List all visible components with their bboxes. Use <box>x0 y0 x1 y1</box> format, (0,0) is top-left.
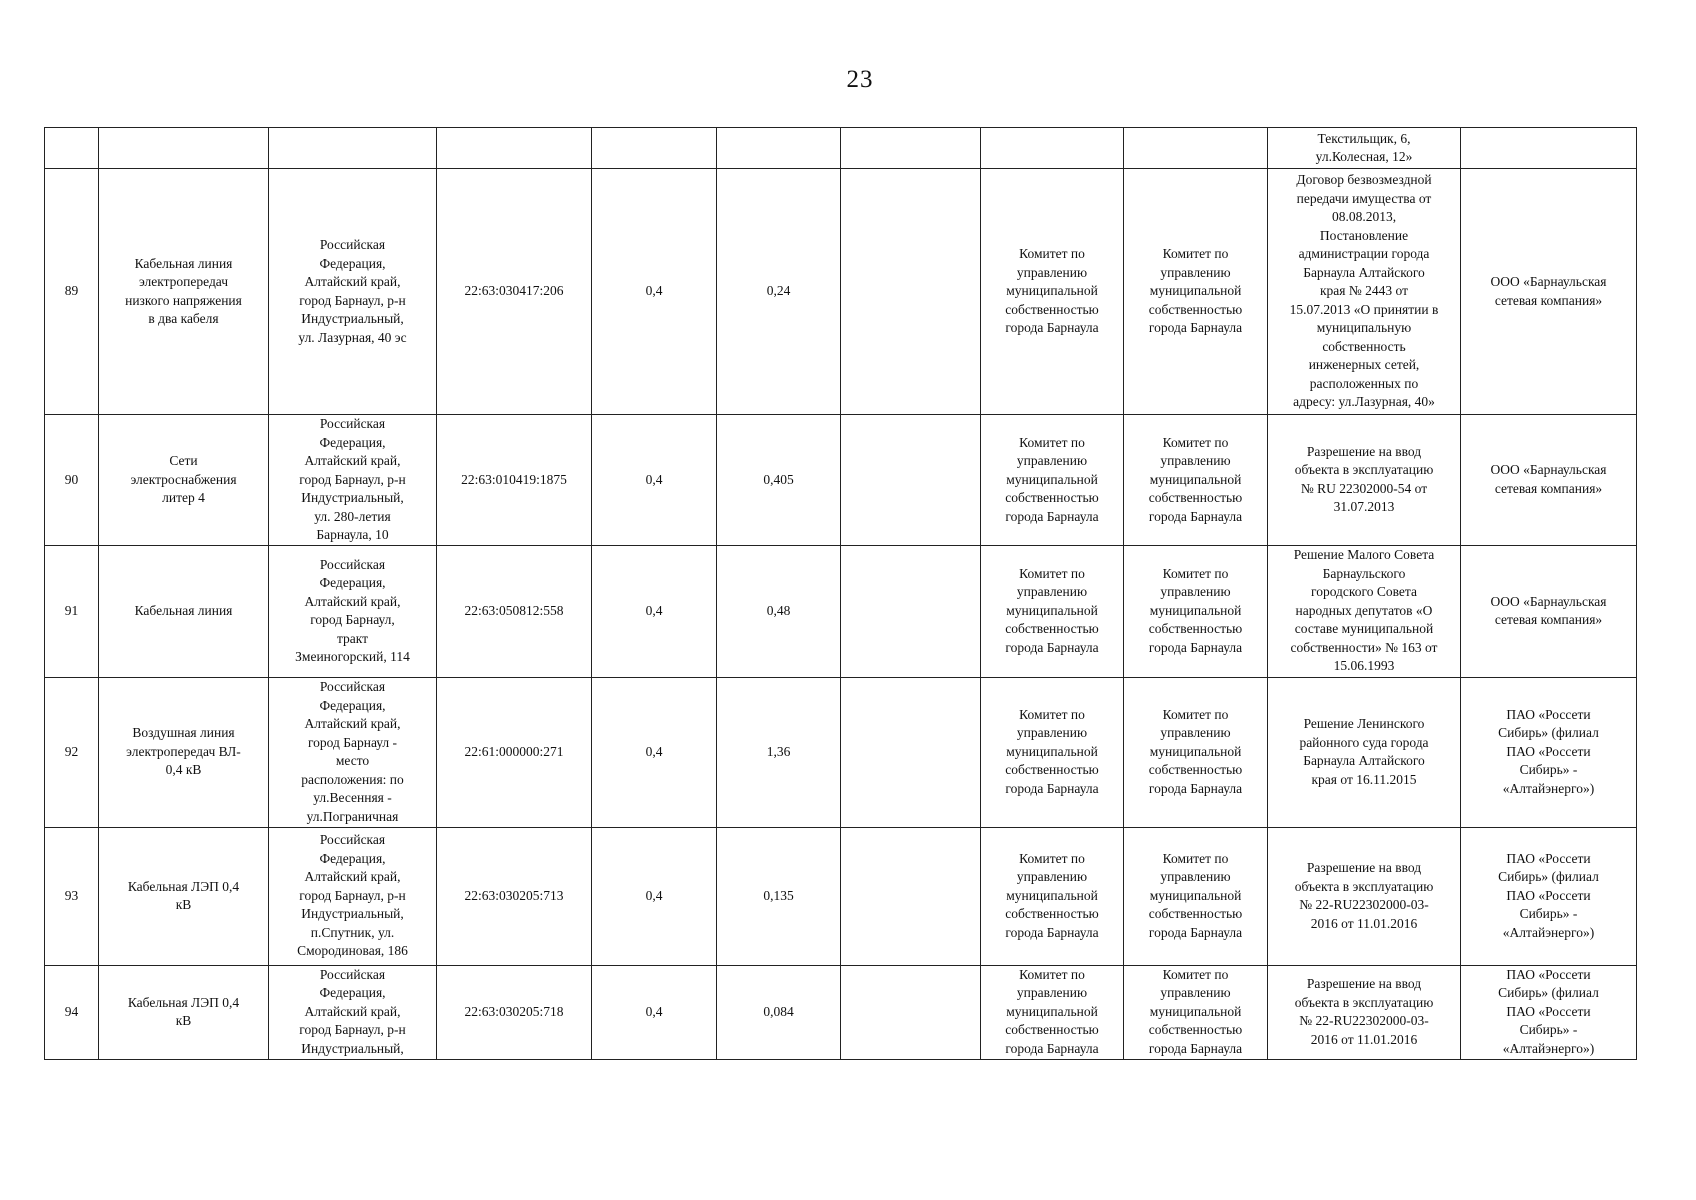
cell-num-text: 90 <box>64 471 79 487</box>
cell-owner <box>981 545 1124 677</box>
cell-cadastral <box>437 128 592 169</box>
cell-extra <box>841 169 981 415</box>
cell-owner <box>981 415 1124 546</box>
cell-length <box>717 545 841 677</box>
cell-length-text: 0,48 <box>766 602 791 618</box>
cell-voltage <box>592 965 717 1059</box>
cell-name-text: Воздушная линия электропередач ВЛ- 0,4 кВ <box>126 725 241 778</box>
cell-cadastral <box>437 169 592 415</box>
cell-length-text: 0,24 <box>766 283 791 299</box>
cell-num <box>45 677 99 827</box>
cell-name <box>99 827 269 965</box>
cell-holder-text: Комитет по управлению муниципальной собственностью города Барнаула <box>1148 966 1243 1056</box>
cell-holder <box>1124 677 1268 827</box>
cell-voltage <box>592 545 717 677</box>
cell-doc-text: Решение Ленинского районного суда города Барнаула Алтайского края от 16.11.2015 <box>1299 716 1429 787</box>
cell-operator <box>1461 169 1637 415</box>
cell-name <box>99 415 269 546</box>
cell-holder-text: Комитет по управлению муниципальной собственностью города Барнаула <box>1148 434 1243 524</box>
cell-address <box>269 965 437 1059</box>
cell-length <box>717 169 841 415</box>
cell-operator-text: ПАО «Россети Сибирь» (филиал ПАО «Россети Сибирь» - «Алтайэнерго») <box>1498 966 1599 1056</box>
cell-voltage-text: 0,4 <box>645 602 663 618</box>
cell-owner <box>981 128 1124 169</box>
cell-doc-text: Решение Малого Совета Барнаульского городского Совета народных депутатов «О составе муниципальной собственности» № 163 от 15.06.1993 <box>1290 547 1438 674</box>
cell-name <box>99 965 269 1059</box>
cell-extra <box>841 827 981 965</box>
table-row <box>45 677 1637 827</box>
cell-extra <box>841 677 981 827</box>
cell-doc-text: Разрешение на ввод объекта в эксплуатацию № RU 22302000-54 от 31.07.2013 <box>1294 443 1434 515</box>
cell-cadastral-text: 22:63:030205:713 <box>464 887 564 903</box>
cell-address <box>269 415 437 546</box>
cell-owner-text: Комитет по управлению муниципальной собственностью города Барнаула <box>1005 246 1099 336</box>
cell-length <box>717 827 841 965</box>
cell-length <box>717 965 841 1059</box>
cell-owner-text: Комитет по управлению муниципальной собственностью города Барнаула <box>1005 706 1099 796</box>
cell-holder <box>1124 169 1268 415</box>
cell-address-text: Российская Федерация, Алтайский край, город Барнаул, р-н Индустриальный, ул. Лазурная, 40 эс <box>298 237 407 345</box>
table-row <box>45 827 1637 965</box>
cell-voltage <box>592 128 717 169</box>
cell-name <box>99 545 269 677</box>
cell-name <box>99 677 269 827</box>
registry-table <box>44 127 1637 1060</box>
cell-voltage <box>592 415 717 546</box>
cell-operator <box>1461 415 1637 546</box>
cell-address <box>269 677 437 827</box>
cell-operator <box>1461 545 1637 677</box>
cell-doc <box>1268 169 1461 415</box>
cell-address-text: Российская Федерация, Алтайский край, город Барнаул - место расположения: по ул.Весенняя - ул.Пограничная <box>301 679 404 824</box>
table-row <box>45 965 1637 1059</box>
cell-owner <box>981 827 1124 965</box>
table-row <box>45 169 1637 415</box>
cell-name-text: Сети электроснабжения литер 4 <box>130 453 237 505</box>
cell-cadastral <box>437 827 592 965</box>
cell-num-text: 91 <box>64 602 79 618</box>
table-row <box>45 545 1637 677</box>
cell-address <box>269 128 437 169</box>
cell-address <box>269 545 437 677</box>
cell-address-text: Российская Федерация, Алтайский край, город Барнаул, р-н Индустриальный, п.Спутник, ул. Смородиновая, 186 <box>297 832 408 959</box>
cell-holder <box>1124 128 1268 169</box>
cell-operator <box>1461 677 1637 827</box>
cell-operator <box>1461 965 1637 1059</box>
cell-cadastral <box>437 545 592 677</box>
cell-owner-text: Комитет по управлению муниципальной собственностью города Барнаула <box>1005 850 1099 940</box>
cell-cadastral-text: 22:61:000000:271 <box>464 743 564 759</box>
cell-name <box>99 169 269 415</box>
cell-owner-text: Комитет по управлению муниципальной собственностью города Барнаула <box>1005 565 1099 655</box>
cell-owner-text: Комитет по управлению муниципальной собственностью города Барнаула <box>1005 966 1099 1056</box>
cell-name-text: Кабельная линия <box>134 602 233 618</box>
cell-doc <box>1268 128 1461 169</box>
cell-voltage-text: 0,4 <box>645 283 663 299</box>
cell-holder <box>1124 545 1268 677</box>
cell-extra <box>841 965 981 1059</box>
cell-operator-text: ООО «Барнаульская сетевая компания» <box>1490 462 1607 496</box>
cell-num <box>45 415 99 546</box>
cell-length <box>717 128 841 169</box>
cell-operator-text: ООО «Барнаульская сетевая компания» <box>1490 274 1607 308</box>
cell-holder-text: Комитет по управлению муниципальной собственностью города Барнаула <box>1148 565 1243 655</box>
cell-cadastral-text: 22:63:050812:558 <box>464 602 564 618</box>
cell-operator-text: ПАО «Россети Сибирь» (филиал ПАО «Россети Сибирь» - «Алтайэнерго») <box>1498 706 1599 796</box>
cell-address <box>269 169 437 415</box>
cell-num <box>45 965 99 1059</box>
cell-holder <box>1124 965 1268 1059</box>
cell-operator <box>1461 128 1637 169</box>
cell-doc-text: Договор безвозмездной передачи имущества от 08.08.2013, Постановление администрации города Барнаула Алтайского края № 2443 от 15.07.2013 «О принятии в муниципальную собственность инженерных сетей, расположенных по адресу: ул.Лазурная, 40» <box>1289 172 1439 410</box>
cell-length <box>717 677 841 827</box>
cell-extra <box>841 415 981 546</box>
cell-voltage-text: 0,4 <box>645 1003 663 1019</box>
cell-owner <box>981 965 1124 1059</box>
cell-doc <box>1268 545 1461 677</box>
cell-name-text: Кабельная линия электропередач низкого напряжения в два кабеля <box>125 255 242 326</box>
cell-num-text: 89 <box>64 283 79 299</box>
cell-name-text: Кабельная ЛЭП 0,4 кВ <box>127 994 240 1028</box>
cell-doc-text: Разрешение на ввод объекта в эксплуатацию № 22-RU22302000-03- 2016 от 11.01.2016 <box>1294 976 1434 1047</box>
cell-cadastral-text: 22:63:030205:718 <box>464 1003 564 1019</box>
cell-num <box>45 827 99 965</box>
cell-owner-text: Комитет по управлению муниципальной собственностью города Барнаула <box>1005 434 1099 524</box>
cell-num-text: 92 <box>64 743 79 759</box>
cell-holder <box>1124 415 1268 546</box>
cell-extra <box>841 545 981 677</box>
cell-doc <box>1268 965 1461 1059</box>
cell-voltage-text: 0,4 <box>645 887 663 903</box>
cell-cadastral-text: 22:63:030417:206 <box>464 283 564 299</box>
cell-doc-text: Текстильщик, 6, ул.Колесная, 12» <box>1315 130 1413 164</box>
cell-cadastral-text: 22:63:010419:1875 <box>461 471 567 487</box>
cell-holder-text: Комитет по управлению муниципальной собственностью города Барнаула <box>1148 850 1243 940</box>
cell-holder-text: Комитет по управлению муниципальной собственностью города Барнаула <box>1148 706 1243 796</box>
table-row <box>45 415 1637 546</box>
cell-voltage-text: 0,4 <box>645 471 663 487</box>
cell-doc <box>1268 677 1461 827</box>
cell-name-text: Кабельная ЛЭП 0,4 кВ <box>127 878 240 912</box>
cell-length-text: 1,36 <box>766 743 791 759</box>
cell-owner <box>981 677 1124 827</box>
cell-extra <box>841 128 981 169</box>
cell-address-text: Российская Федерация, Алтайский край, город Барнаул, р-н Индустриальный, <box>299 966 406 1056</box>
cell-voltage-text: 0,4 <box>645 743 663 759</box>
cell-address <box>269 827 437 965</box>
cell-num <box>45 169 99 415</box>
page-number: 23 <box>846 66 874 93</box>
cell-doc <box>1268 415 1461 546</box>
cell-cadastral <box>437 965 592 1059</box>
cell-operator-text: ПАО «Россети Сибирь» (филиал ПАО «Россети Сибирь» - «Алтайэнерго») <box>1498 850 1599 940</box>
table-row-continuation <box>45 128 1637 169</box>
cell-length-text: 0,405 <box>763 471 794 487</box>
cell-length-text: 0,135 <box>763 887 794 903</box>
cell-cadastral <box>437 677 592 827</box>
cell-num <box>45 545 99 677</box>
cell-num-text: 93 <box>64 887 79 903</box>
cell-voltage <box>592 677 717 827</box>
cell-owner <box>981 169 1124 415</box>
cell-address-text: Российская Федерация, Алтайский край, город Барнаул, тракт Змеиногорский, 114 <box>295 556 410 664</box>
cell-doc-text: Разрешение на ввод объекта в эксплуатацию № 22-RU22302000-03- 2016 от 11.01.2016 <box>1294 860 1434 931</box>
cell-doc <box>1268 827 1461 965</box>
cell-name <box>99 128 269 169</box>
cell-holder <box>1124 827 1268 965</box>
cell-num <box>45 128 99 169</box>
cell-operator <box>1461 827 1637 965</box>
cell-voltage <box>592 827 717 965</box>
cell-holder-text: Комитет по управлению муниципальной собственностью города Барнаула <box>1148 246 1243 336</box>
cell-cadastral <box>437 415 592 546</box>
cell-length-text: 0,084 <box>763 1003 794 1019</box>
cell-address-text: Российская Федерация, Алтайский край, город Барнаул, р-н Индустриальный, ул. 280-летия Барнаула, 10 <box>299 416 406 542</box>
cell-voltage <box>592 169 717 415</box>
cell-length <box>717 415 841 546</box>
cell-num-text: 94 <box>64 1003 79 1019</box>
cell-operator-text: ООО «Барнаульская сетевая компания» <box>1490 593 1607 627</box>
